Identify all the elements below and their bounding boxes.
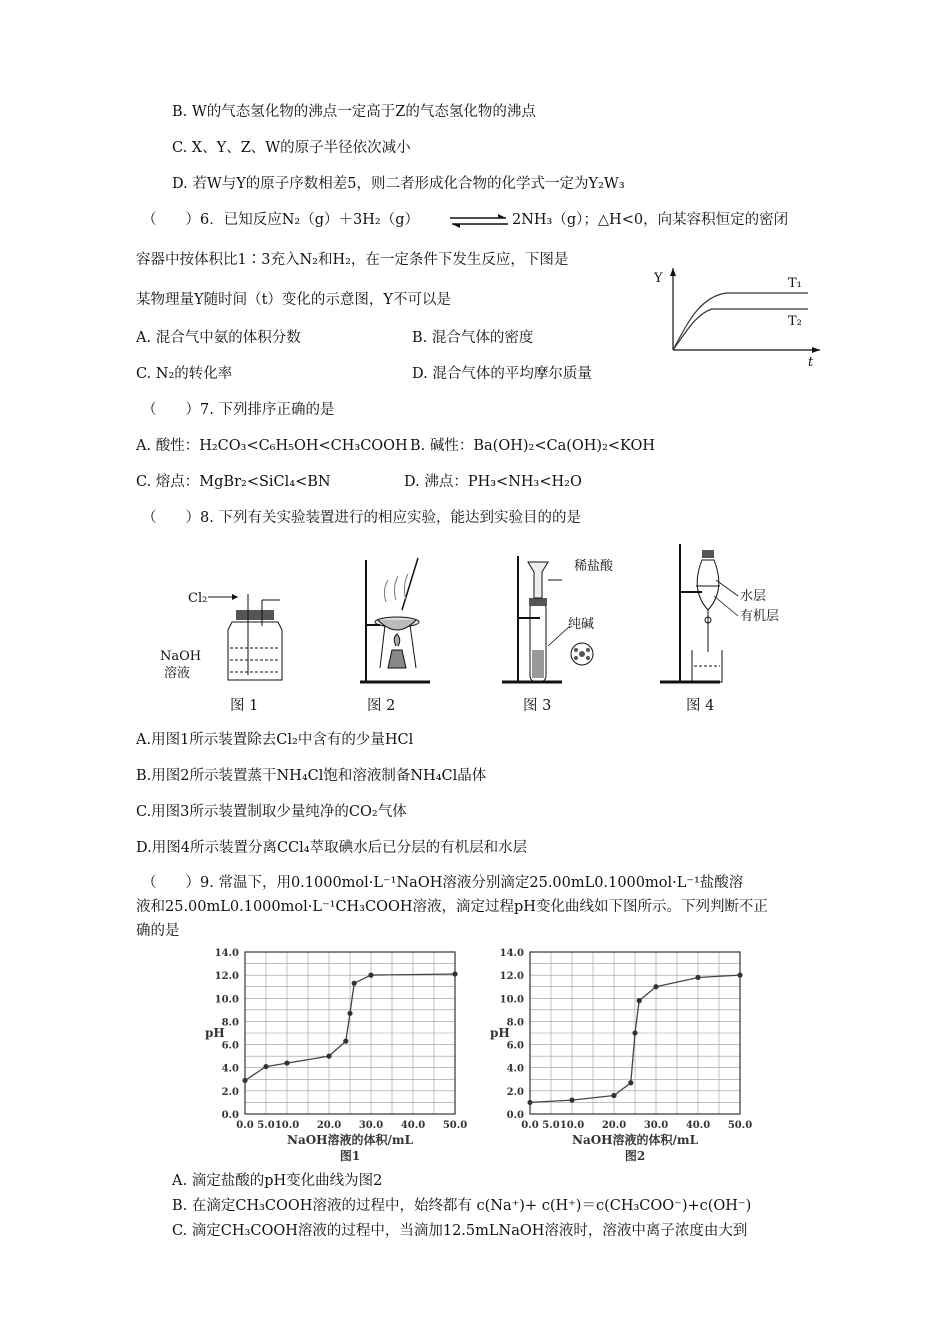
- chart-caption: 图1: [339, 1149, 361, 1163]
- option-5d: D. 若W与Y的原子序数相差5，则二者形成化合物的化学式一定为Y₂W₃: [172, 176, 625, 192]
- x-tick-label: 5.0: [257, 1120, 275, 1131]
- y-tick-label: 14.0: [214, 948, 239, 959]
- t2-label: T₂: [788, 314, 802, 329]
- y-tick-label: 6.0: [221, 1040, 239, 1052]
- data-point: [263, 1064, 268, 1069]
- q9-stem-c: 确的是: [136, 923, 180, 939]
- y-tick-label: 12.0: [499, 971, 524, 983]
- data-point: [527, 1100, 532, 1105]
- y-tick-label: 0.0: [506, 1110, 524, 1121]
- q8-option-b: B.用图2所示装置蒸干NH₄Cl饱和溶液制备NH₄Cl晶体: [136, 768, 487, 784]
- data-point: [611, 1093, 616, 1098]
- x-tick-label: 20.0: [601, 1120, 627, 1131]
- q6-option-b: B. 混合气体的密度: [412, 330, 534, 346]
- solution-label: 溶液: [164, 666, 191, 681]
- data-point: [653, 984, 658, 989]
- x-axis-label: NaOH溶液的体积/mL: [571, 1133, 699, 1147]
- x-tick-label: 5.0: [542, 1120, 560, 1131]
- x-axis-label: NaOH溶液的体积/mL: [286, 1133, 414, 1147]
- q6-stem-d: 某物理量Y随时间（t）变化的示意图，Y不可以是: [136, 292, 451, 308]
- apparatus-fig4: [650, 540, 800, 690]
- t1-label: T₁: [788, 276, 802, 291]
- q6-option-d: D. 混合气体的平均摩尔质量: [412, 366, 592, 382]
- data-point: [632, 1030, 637, 1035]
- data-point: [347, 1011, 352, 1016]
- y-tick-label: 4.0: [506, 1063, 524, 1075]
- q6-stem-a: （ ）6．已知反应N₂（g）＋3H₂（g）: [142, 212, 419, 228]
- data-point: [242, 1078, 247, 1083]
- q8-stem: （ ）8. 下列有关实验装置进行的相应实验，能达到实验目的的是: [142, 510, 581, 526]
- q6-option-c: C. N₂的转化率: [136, 366, 233, 382]
- y-axis-label: pH: [490, 1026, 510, 1040]
- x-tick-label: 0.0: [521, 1120, 539, 1131]
- naoh-label: NaOH: [160, 649, 202, 664]
- equilibrium-arrow-icon: [448, 213, 510, 229]
- y-t-graph: [648, 262, 828, 372]
- q9-option-b: B. 在滴定CH₃COOH溶液的过程中，始终都有 c(Na⁺)+ c(H⁺)＝c(CH₃COO⁻)+c(OH⁻): [172, 1198, 752, 1214]
- q6-stem-b: 2NH₃（g）；△H<0，向某容积恒定的密闭: [512, 212, 789, 228]
- data-point: [284, 1060, 289, 1065]
- soda-label: 纯碱: [568, 617, 595, 632]
- data-point: [343, 1039, 348, 1044]
- data-point: [352, 981, 357, 986]
- caption-fig3: 图 3: [523, 698, 552, 714]
- x-tick-label: 30.0: [643, 1120, 669, 1131]
- titration-chart-1: [195, 940, 475, 1165]
- x-tick-label: 40.0: [685, 1120, 711, 1131]
- q7-option-d: D. 沸点：PH₃<NH₃<H₂O: [404, 474, 582, 490]
- q9-option-a: A. 滴定盐酸的pH变化曲线为图2: [172, 1173, 383, 1189]
- t-axis-label: t: [808, 355, 814, 370]
- dilute-hcl-label: 稀盐酸: [574, 559, 614, 574]
- x-tick-label: 50.0: [442, 1120, 468, 1131]
- y-tick-label: 0.0: [221, 1110, 239, 1121]
- x-tick-label: 30.0: [358, 1120, 384, 1131]
- q8-option-a: A.用图1所示装置除去Cl₂中含有的少量HCl: [136, 732, 414, 748]
- x-tick-label: 50.0: [727, 1120, 753, 1131]
- option-5b: B. W的气态氢化物的沸点一定高于Z的气态氢化物的沸点: [172, 104, 536, 120]
- water-layer-label: 水层: [740, 589, 767, 604]
- cl2-label: Cl₂: [188, 591, 208, 606]
- y-axis-label: Y: [654, 271, 663, 286]
- data-point: [452, 971, 457, 976]
- caption-fig2: 图 2: [367, 698, 396, 714]
- q8-option-d: D.用图4所示装置分离CCl₄萃取碘水后已分层的有机层和水层: [136, 840, 528, 856]
- caption-fig4: 图 4: [686, 698, 715, 714]
- y-tick-label: 4.0: [221, 1063, 239, 1075]
- titration-chart-2: [480, 940, 760, 1165]
- y-tick-label: 2.0: [221, 1086, 239, 1098]
- x-tick-label: 0.0: [236, 1120, 254, 1131]
- q8-option-c: C.用图3所示装置制取少量纯净的CO₂气体: [136, 804, 407, 820]
- q7-option-a: A. 酸性：H₂CO₃<C₆H₅OH<CH₃COOH: [136, 438, 408, 454]
- q9-stem-a: （ ）9. 常温下，用0.1000mol·L⁻¹NaOH溶液分别滴定25.00mL0.1000mol·L⁻¹盐酸溶: [142, 875, 744, 891]
- q6-stem-c: 容器中按体积比1∶3充入N₂和H₂，在一定条件下发生反应，下图是: [136, 252, 569, 268]
- y-tick-label: 8.0: [221, 1017, 239, 1029]
- data-point: [368, 973, 373, 978]
- q7-option-b: B. 碱性：Ba(OH)₂<Ca(OH)₂<KOH: [410, 438, 656, 454]
- x-tick-label: 20.0: [316, 1120, 342, 1131]
- data-point: [628, 1080, 633, 1085]
- caption-fig1: 图 1: [230, 698, 259, 714]
- data-point: [569, 1098, 574, 1103]
- x-tick-label: 40.0: [400, 1120, 426, 1131]
- y-axis-label: pH: [205, 1026, 225, 1040]
- y-tick-label: 8.0: [506, 1017, 524, 1029]
- organic-layer-label: 有机层: [740, 609, 780, 624]
- y-tick-label: 10.0: [214, 994, 239, 1006]
- data-point: [326, 1054, 331, 1059]
- x-tick-label: 10.0: [559, 1120, 585, 1131]
- q7-option-c: C. 熔点：MgBr₂<SiCl₄<BN: [136, 474, 331, 490]
- y-tick-label: 10.0: [499, 994, 524, 1006]
- option-5c: C. X、Y、Z、W的原子半径依次减小: [172, 140, 411, 156]
- apparatus-fig3: [500, 550, 640, 690]
- x-tick-label: 10.0: [274, 1120, 300, 1131]
- data-point: [695, 975, 700, 980]
- y-tick-label: 14.0: [499, 948, 524, 959]
- chart-caption: 图2: [624, 1149, 646, 1163]
- data-point: [737, 973, 742, 978]
- y-tick-label: 6.0: [506, 1040, 524, 1052]
- y-tick-label: 12.0: [214, 971, 239, 983]
- y-tick-label: 2.0: [506, 1086, 524, 1098]
- data-point: [637, 998, 642, 1003]
- apparatus-fig1: [150, 580, 290, 690]
- q7-stem: （ ）7. 下列排序正确的是: [142, 402, 335, 418]
- q6-option-a: A. 混合气中氨的体积分数: [136, 330, 301, 346]
- apparatus-fig2: [330, 550, 440, 690]
- q9-stem-b: 液和25.00mL0.1000mol·L⁻¹CH₃COOH溶液，滴定过程pH变化曲线如下图所示。下列判断不正: [136, 899, 768, 915]
- q9-option-c: C. 滴定CH₃COOH溶液的过程中，当滴加12.5mLNaOH溶液时，溶液中离子浓度由大到: [172, 1223, 748, 1239]
